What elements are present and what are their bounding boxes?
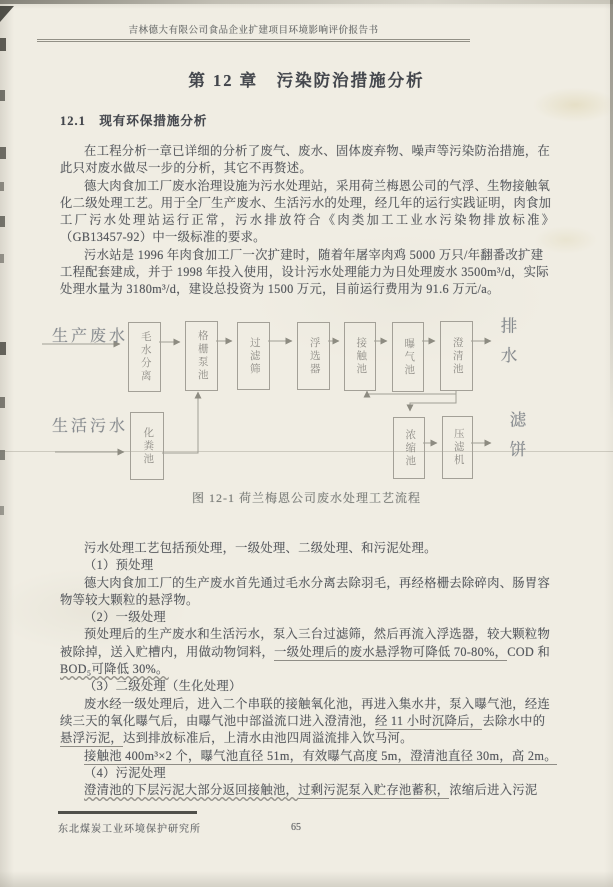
text-line: （3）二级处理（生化处理） (84, 679, 242, 694)
scan-artifact-left-mark (0, 38, 6, 51)
underlined-annotation: 澄清池的下层污泥大部分返回接触池， (84, 783, 299, 798)
flow-box-contact-tank (344, 322, 376, 391)
flow-box-label: 毛水分离 (139, 331, 151, 383)
page-number: 65 (291, 822, 301, 833)
flow-box-label: 格栅泵池 (196, 330, 208, 382)
label-production-wastewater: 生产废水 (52, 328, 129, 345)
text-line: 废水经一级处理后，进入二个串联的接触氧化池，再进入集水井，泵入曝气池，经连 (84, 696, 551, 711)
flow-box-filter-press (442, 416, 473, 479)
flow-box-septic-tank (130, 412, 164, 480)
flow-box-label: 澄清池 (451, 336, 463, 376)
underlined-annotation: 悬浮污泥， (60, 731, 123, 746)
scan-artifact-left-mark (0, 506, 4, 515)
text-segment: 被除掉，送入贮槽内，用做动物饲料， (60, 644, 275, 659)
page-header (37, 22, 470, 42)
text-line: 物等较大颗粒的悬浮物。 (60, 592, 199, 607)
text-segment: 去除水中的 (482, 713, 546, 728)
underlined-annotation: BOD₅可降低 30%。 (60, 662, 169, 677)
flow-box-clarifier (440, 321, 473, 391)
text-line (60, 782, 565, 799)
flow-box-label: 浮选器 (308, 336, 320, 376)
flow-box-label: 曝气池 (403, 337, 415, 377)
underlined-annotation: 一级处理后的废水悬浮物可降低 70-80%， (274, 644, 508, 659)
figure-caption: 图 12-1 荷兰梅恩公司废水处理工艺流程 (192, 491, 421, 505)
text-line: 在工程分析一章已详细的分析了废气、废水、固体废弃物、噪声等污染防治措施，在 (84, 144, 551, 158)
text-line: 工厂污水处理站运行正常，污水排放符合《肉类加工工业水污染物排放标准》 (60, 213, 557, 228)
text-line: 德大肉食加工厂废水治理设施为污水处理站，采用荷兰梅恩公司的气浮、生物接触氧 (84, 178, 551, 193)
text-line: 污水站是 1996 年肉食加工厂一次扩建时，随着年屠宰肉鸡 5000 万只/年翻番改扩建 (84, 247, 544, 262)
intro-paragraphs (60, 143, 565, 299)
scan-artifact-left-mark (0, 254, 4, 263)
wastewater-process-flow-diagram (0, 310, 613, 500)
scan-artifact-left-mark (0, 90, 5, 101)
flow-box-feather-separation (128, 322, 161, 392)
flow-box-aeration-tank (392, 322, 424, 392)
flow-box-screen-pump-pit (185, 321, 218, 391)
label-discharge: 排水 (498, 317, 517, 376)
text-line: （2）一级处理 (84, 610, 167, 625)
scan-artifact-left-mark (0, 216, 5, 227)
scan-artifact-top-band (0, 0, 613, 4)
text-segment: 达到排放标准后，上清水由池四周溢流排入饮马河。 (123, 731, 413, 746)
scan-artifact-left-mark (0, 182, 4, 191)
text-line (60, 748, 565, 765)
text-segment: 续三天的氧化曝气后，由曝气池中部溢流口进入澄清池， (60, 713, 375, 728)
flow-box-flotation-unit (297, 322, 330, 390)
text-line: 处理水量为 3180m³/d，建设总投资为 1500 万元，目前运行费用为 91.6 万元/a。 (60, 282, 500, 297)
text-line: 化二级处理工艺。用于全厂生产废水、生活污水的处理，经几年的运行实践证明，肉食加 (60, 195, 552, 210)
label-filter-cake: 滤饼 (507, 411, 526, 470)
report-title-header: 吉林德大有限公司食品企业扩建项目环境影响评价报告书 (128, 26, 379, 36)
process-description-paragraphs (60, 540, 565, 799)
text-line: 工程配套建成，并于 1998 年投入使用，设计污水处理能力为日处理废水 3500m³/d，实际 (60, 265, 549, 280)
text-line (60, 644, 565, 661)
text-line: （4）污泥处理 (84, 765, 167, 780)
text-line (60, 730, 565, 747)
text-line: 污水处理工艺包括预处理，一级处理、二级处理、和污泥处理。 (84, 541, 437, 555)
chapter-title: 第 12 章 污染防治措施分析 (188, 71, 425, 90)
text-segment: 浓缩后进入污泥 (449, 783, 538, 798)
underlined-annotation: 接触池 400m³×2 个，曝气池直径 51m，有效曝气高度 5m，澄清池直径 30m，高 2m。 (84, 748, 557, 763)
text-line: 预处理后的生产废水和生活污水，泵入三台过滤筛，然后再流入浮选器，较大颗粒物 (84, 627, 551, 642)
text-line: 德大肉食加工厂的生产废水首先通过毛水分离去除羽毛，再经格栅去除碎肉、肠胃容 (84, 575, 551, 590)
flow-box-thickening-tank (393, 417, 425, 479)
underlined-annotation: 经 11 小时沉降后， (374, 713, 483, 728)
scan-artifact-corner-wedge (0, 6, 14, 22)
footer-rule (58, 811, 197, 814)
underlined-annotation: 过剩污泥泵入贮存池蓄积， (298, 783, 450, 798)
text-line (60, 661, 565, 678)
text-line: （GB13457-92）中一级标准的要求。 (60, 230, 266, 245)
flow-box-label: 化粪池 (142, 426, 154, 466)
text-line (60, 713, 565, 730)
text-line: 此只对废水做尽一步的分析，其它不再赘述。 (60, 161, 312, 176)
footer-organization: 东北煤炭工业环境保护研究所 (58, 824, 201, 835)
text-line: （1）预处理 (84, 558, 154, 573)
text-segment: COD 和 (507, 644, 551, 659)
flow-box-label: 压滤机 (452, 428, 464, 467)
scan-artifact-left-mark (0, 147, 6, 159)
flow-box-label: 接触池 (355, 337, 367, 376)
flow-box-label: 过滤筛 (248, 336, 260, 376)
flow-box-filter-screen (237, 322, 270, 390)
flow-box-label: 浓缩池 (404, 428, 416, 468)
section-heading: 12.1 现有环保措施分析 (60, 114, 208, 128)
label-domestic-sewage: 生活污水 (52, 418, 129, 435)
